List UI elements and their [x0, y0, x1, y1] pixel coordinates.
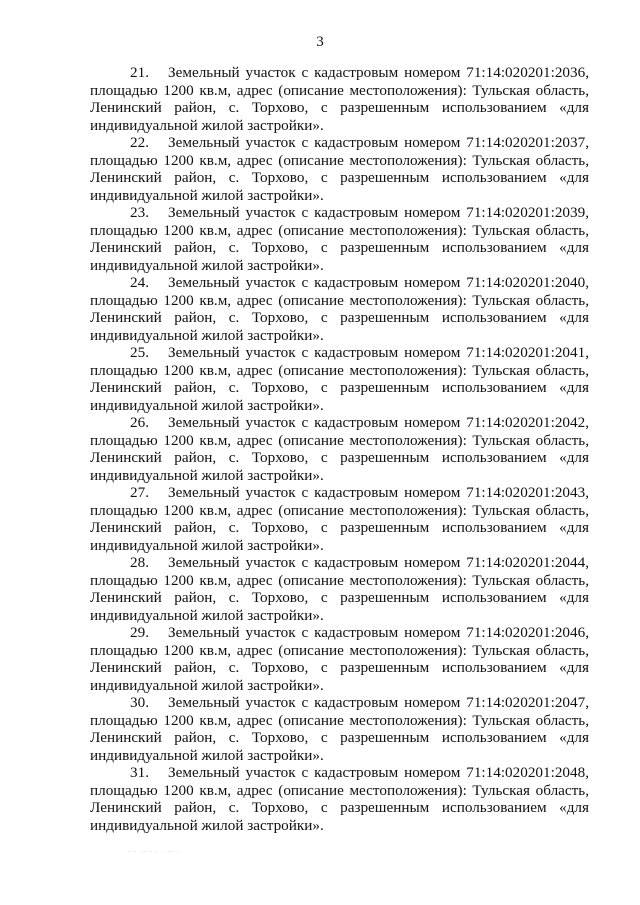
item-number: 29. — [130, 624, 149, 641]
list-item — [90, 64, 589, 134]
item-text: Земельный участок с кадастровым номером 71:14:020201:2044, площадью 1200 кв.м, адрес (описание местоположения): Тульская область, Ленинский район, с. Торхово, с разрешенным использованием «для индивидуальной жилой застройки». — [90, 554, 589, 624]
item-number: 28. — [130, 554, 149, 571]
item-text: Земельный участок с кадастровым номером 71:14:020201:2039, площадью 1200 кв.м, адрес (описание местоположения): Тульская область, Ленинский район, с. Торхово, с разрешенным использованием «для индивидуальной жилой застройки». — [90, 204, 589, 274]
list-item — [90, 134, 589, 204]
item-text: Земельный участок с кадастровым номером 71:14:020201:2042, площадью 1200 кв.м, адрес (описание местоположения): Тульская область, Ленинский район, с. Торхово, с разрешенным использованием «для индивидуальной жилой застройки». — [90, 414, 589, 484]
item-number: 30. — [130, 694, 149, 711]
list-item — [90, 344, 589, 414]
item-text: Земельный участок с кадастровым номером 71:14:020201:2041, площадью 1200 кв.м, адрес (описание местоположения): Тульская область, Ленинский район, с. Торхово, с разрешенным использованием «для индивидуальной жилой застройки». — [90, 344, 589, 414]
item-text: Земельный участок с кадастровым номером 71:14:020201:2037, площадью 1200 кв.м, адрес (описание местоположения): Тульская область, Ленинский район, с. Торхово, с разрешенным использованием «для индивидуальной жилой застройки». — [90, 134, 589, 204]
scan-artifact: · · ·· · · · ·· · — [128, 848, 181, 854]
list-item — [90, 414, 589, 484]
item-text: Земельный участок с кадастровым номером 71:14:020201:2047, площадью 1200 кв.м, адрес (описание местоположения): Тульская область, Ленинский район, с. Торхово, с разрешенным использованием «для индивидуальной жилой застройки». — [90, 694, 589, 764]
item-text: Земельный участок с кадастровым номером 71:14:020201:2043, площадью 1200 кв.м, адрес (описание местоположения): Тульская область, Ленинский район, с. Торхово, с разрешенным использованием «для индивидуальной жилой застройки». — [90, 484, 589, 554]
item-number: 25. — [130, 344, 149, 361]
list-item — [90, 204, 589, 274]
list-item — [90, 764, 589, 834]
item-text: Земельный участок с кадастровым номером 71:14:020201:2040, площадью 1200 кв.м, адрес (описание местоположения): Тульская область, Ленинский район, с. Торхово, с разрешенным использованием «для индивидуальной жилой застройки». — [90, 274, 589, 344]
item-number: 23. — [130, 204, 149, 221]
land-plot-list — [90, 64, 589, 834]
list-item — [90, 554, 589, 624]
item-number: 26. — [130, 414, 149, 431]
item-text: Земельный участок с кадастровым номером 71:14:020201:2046, площадью 1200 кв.м, адрес (описание местоположения): Тульская область, Ленинский район, с. Торхово, с разрешенным использованием «для индивидуальной жилой застройки». — [90, 624, 589, 694]
item-text: Земельный участок с кадастровым номером 71:14:020201:2048, площадью 1200 кв.м, адрес (описание местоположения): Тульская область, Ленинский район, с. Торхово, с разрешенным использованием «для индивидуальной жилой застройки». — [90, 764, 589, 834]
list-item — [90, 694, 589, 764]
item-number: 21. — [130, 64, 149, 81]
list-item — [90, 274, 589, 344]
list-item — [90, 624, 589, 694]
item-number: 24. — [130, 274, 149, 291]
item-number: 31. — [130, 764, 149, 781]
item-number: 22. — [130, 134, 149, 151]
list-item — [90, 484, 589, 554]
page-number: 3 — [316, 34, 324, 50]
item-text: Земельный участок с кадастровым номером 71:14:020201:2036, площадью 1200 кв.м, адрес (описание местоположения): Тульская область, Ленинский район, с. Торхово, с разрешенным использованием «для индивидуальной жилой застройки». — [90, 64, 589, 134]
item-number: 27. — [130, 484, 149, 501]
